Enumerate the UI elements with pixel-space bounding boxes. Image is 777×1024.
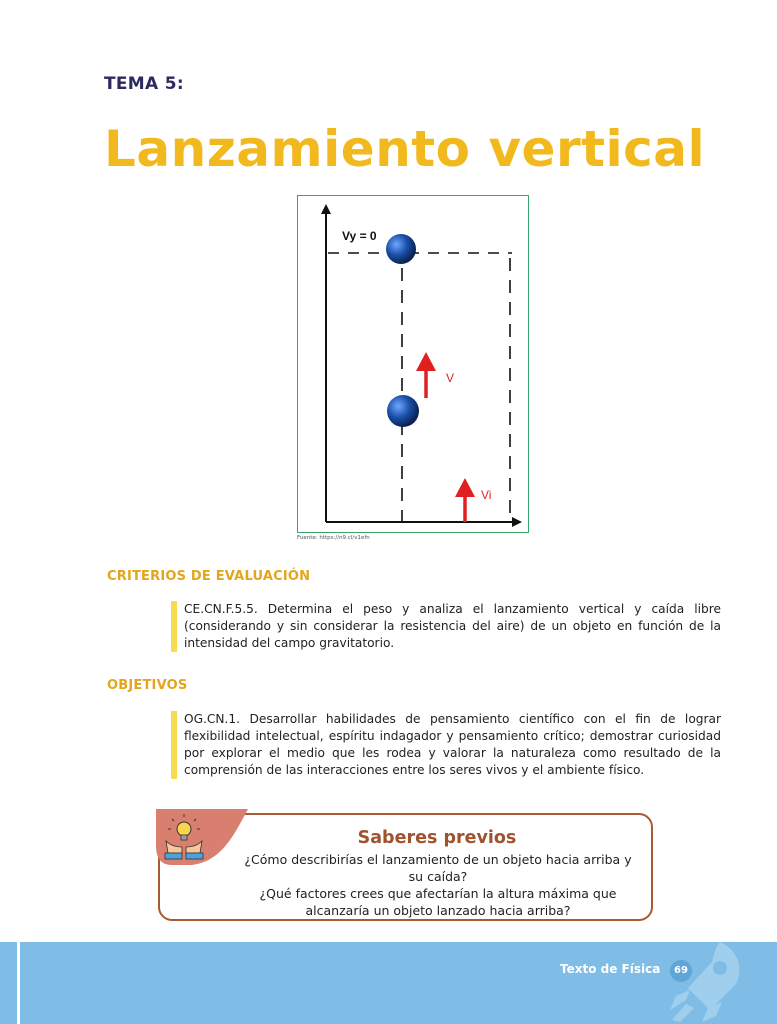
- saberes-title: Saberes previos: [357, 828, 517, 848]
- tema-label: TEMA 5:: [104, 74, 184, 94]
- figure-source: Fuente: https://n9.cl/v1efn: [297, 535, 370, 541]
- label-vi: Vi: [481, 488, 492, 502]
- question-1: ¿Cómo describirías el lanzamiento de un objeto hacia arriba y su caída?: [244, 852, 632, 884]
- footer-book-title: Texto de Física: [560, 962, 661, 976]
- label-vy: Vy = 0: [342, 229, 377, 243]
- criterios-text: CE.CN.F.5.5. Determina el peso y analiza el lanzamiento vertical y caída libre (considerando y sin considerar la resistencia del aire) de un objeto en función de la intensidad del campo gravitatorio.: [171, 601, 721, 652]
- page-number: 69: [670, 960, 692, 982]
- criterios-heading: CRITERIOS DE EVALUACIÓN: [107, 569, 311, 584]
- objetivos-heading: OBJETIVOS: [107, 678, 188, 693]
- page-title: Lanzamiento vertical: [104, 120, 706, 178]
- arrow-v-head-icon: [416, 352, 436, 371]
- question-2: ¿Qué factores crees que afectarían la altura máxima que alcanzaría un objeto lanzado hacia arriba?: [259, 886, 617, 918]
- footer-divider: [17, 942, 20, 1024]
- ball-top: [386, 234, 416, 264]
- label-v: V: [446, 371, 455, 385]
- saberes-questions: [236, 851, 640, 919]
- y-axis-arrow-icon: [321, 204, 331, 214]
- rocket-icon: [650, 938, 750, 1024]
- figure-drawing: [298, 196, 530, 534]
- x-axis-arrow-icon: [512, 517, 522, 527]
- arrow-vi-head-icon: [455, 478, 475, 497]
- objetivos-text: OG.CN.1. Desarrollar habilidades de pensamiento científico con el fin de lograr flexibilidad intelectual, espíritu indagador y pensamiento crítico; demostrar curiosidad por explorar el medio que les rodea y valorar la naturaleza como resultado de la comprensión de las interacciones entre los seres vivos y el ambiente físico.: [171, 711, 721, 779]
- vertical-launch-figure: [297, 195, 529, 533]
- ball-middle: [387, 395, 419, 427]
